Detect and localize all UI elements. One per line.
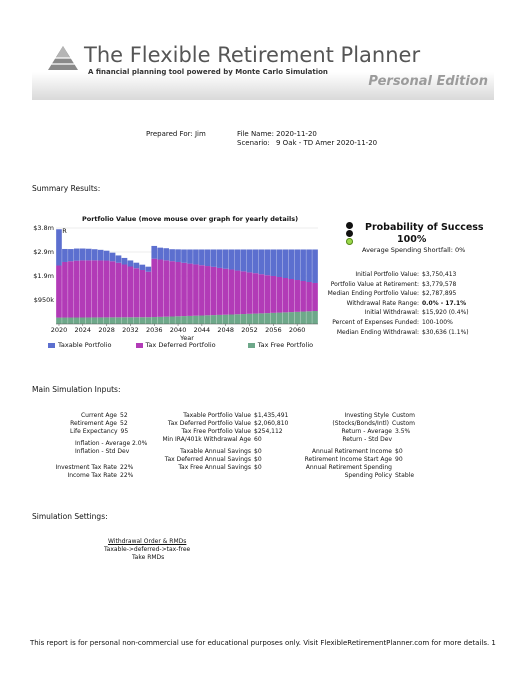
bar-segment: [169, 316, 175, 324]
input-label: Investment Tax Rate: [55, 464, 117, 471]
pyramid-logo-icon: [46, 44, 80, 72]
stat-label: Initial Portfolio Value:: [355, 271, 419, 278]
bar-segment: [68, 249, 74, 261]
input-label: Return - Std Dev: [342, 436, 392, 443]
bar-segment: [229, 315, 235, 324]
light-bottom-icon: [346, 238, 353, 245]
bar-segment: [282, 278, 288, 312]
bar-segment: [181, 249, 187, 262]
bar-segment: [157, 317, 163, 324]
bar-segment: [116, 263, 122, 318]
inflation-std-dev: Inflation - Std Dev: [75, 448, 130, 455]
bar-segment: [128, 317, 134, 324]
bar-segment: [205, 266, 211, 315]
bar-segment: [181, 263, 187, 316]
bar-segment: [276, 313, 282, 324]
bar-segment: [134, 317, 140, 324]
bar-segment: [92, 260, 98, 317]
bar-segment: [145, 317, 151, 324]
bar-segment: [199, 265, 205, 315]
stat-label: Withdrawal Rate Range:: [346, 299, 419, 307]
stat-value: $15,920 (0.4%): [422, 309, 469, 317]
stat-label: Median Ending Withdrawal:: [336, 328, 419, 336]
bar-segment: [229, 249, 235, 269]
bar-segment: [294, 249, 300, 280]
input-row: [150, 448, 290, 456]
bar-segment: [151, 259, 157, 317]
bar-segment: [288, 249, 294, 279]
bar-segment: [122, 317, 128, 324]
bar-segment: [223, 269, 229, 315]
input-row: [70, 412, 140, 420]
bar-segment: [235, 271, 241, 315]
input-value: 22%: [120, 464, 134, 471]
bar-segment: [56, 229, 62, 265]
input-value: Custom: [392, 420, 415, 427]
bar-segment: [98, 260, 104, 317]
y-tick-label: $3.8m: [33, 224, 54, 232]
bar-segment: [175, 262, 181, 316]
input-value: 52: [120, 420, 128, 427]
input-value: [395, 464, 415, 472]
light-middle-icon: [346, 230, 353, 237]
input-value: $0: [395, 448, 403, 455]
app-title: The Flexible Retirement Planner: [84, 43, 421, 67]
input-label: Tax Deferred Portfolio Value: [167, 420, 251, 427]
stat-label: Portfolio Value at Retirement:: [330, 280, 419, 288]
stat-row: [310, 308, 500, 318]
x-axis-label: Year: [180, 334, 194, 342]
input-value: $0: [254, 456, 262, 463]
bar-segment: [294, 280, 300, 312]
bar-segment: [92, 249, 98, 260]
bar-segment: [151, 246, 157, 259]
input-row: [150, 412, 290, 420]
stat-label: Percent of Expenses Funded:: [332, 318, 419, 326]
y-tick-label: $950k: [33, 296, 54, 304]
bar-segment: [175, 249, 181, 262]
input-row: [150, 436, 290, 444]
stat-value: $3,750,413: [422, 271, 457, 278]
input-label: Retirement Age: [70, 420, 117, 427]
input-row: [150, 428, 290, 436]
bar-segment: [62, 249, 68, 262]
bar-segment: [169, 261, 175, 316]
input-row: [300, 472, 415, 480]
bar-segment: [288, 279, 294, 312]
input-label: (Stocks/Bonds/Intl): [332, 420, 389, 427]
input-label: Taxable Portfolio Value: [183, 412, 251, 419]
bar-segment: [300, 312, 306, 324]
x-tick-label: 2032: [122, 326, 139, 334]
bar-segment: [86, 260, 92, 317]
bar-segment: [169, 249, 175, 261]
bar-segment: [145, 267, 151, 272]
input-value: $0: [254, 448, 262, 455]
rmd-setting: Take RMDs: [132, 554, 165, 561]
input-label: Annual Retirement Spending: [305, 464, 392, 471]
stat-row: [310, 318, 500, 328]
x-tick-label: 2056: [265, 326, 282, 334]
x-tick-label: 2028: [98, 326, 115, 334]
bar-segment: [223, 315, 229, 324]
bar-segment: [217, 249, 223, 267]
bar-segment: [92, 317, 98, 324]
summary-heading: Summary Results:: [32, 184, 101, 193]
input-label: Tax Free Annual Savings: [178, 464, 251, 471]
bar-segment: [193, 316, 199, 324]
stat-row: [310, 328, 500, 338]
stat-value: 0.0% - 17.1%: [422, 299, 467, 307]
input-label: Spending Policy: [344, 472, 392, 479]
bar-segment: [199, 249, 205, 265]
scenario-value: 9 Oak - TD Amer 2020-11-20: [276, 139, 378, 147]
bar-segment: [288, 312, 294, 324]
bar-segment: [187, 316, 193, 324]
bar-segment: [181, 316, 187, 324]
bar-segment: [253, 249, 259, 273]
report-footer: This report is for personal non-commercial use for educational purposes only. Visit FlexibleRetirementPlanner.com for more details. 1: [30, 639, 496, 647]
input-value: 90: [395, 456, 403, 463]
input-value: [395, 436, 415, 444]
bar-segment: [98, 250, 104, 261]
bar-segment: [205, 249, 211, 266]
bar-segment: [300, 249, 306, 281]
bar-segment: [271, 276, 277, 313]
bar-segment: [163, 260, 169, 316]
stat-row: [310, 299, 500, 309]
withdrawal-order: Taxable->deferred->tax-free: [104, 546, 191, 553]
bar-segment: [134, 268, 140, 317]
x-tick-label: 2052: [241, 326, 258, 334]
bar-segment: [276, 277, 282, 313]
file-name: File Name: 2020-11-20: [237, 130, 317, 138]
bar-segment: [271, 249, 277, 276]
chart-title: Portfolio Value (move mouse over graph for yearly details): [82, 215, 299, 223]
bar-segment: [300, 281, 306, 312]
y-tick-label: $2.9m: [33, 248, 54, 256]
bar-segment: [74, 249, 80, 261]
inputs-column-tax-rates: [50, 464, 140, 480]
inputs-column-retirement: [300, 448, 415, 480]
bar-segment: [217, 315, 223, 324]
input-row: [150, 420, 290, 428]
input-label: Min IRA/401k Withdrawal Age: [162, 436, 251, 443]
bar-segment: [110, 261, 116, 317]
portfolio-value-chart[interactable]: [32, 212, 330, 344]
bar-segment: [235, 314, 241, 324]
x-tick-label: 2060: [288, 326, 306, 334]
input-value: 95: [120, 428, 129, 435]
chart-legend: [48, 341, 313, 349]
bar-segment: [140, 270, 146, 317]
light-top-icon: [346, 222, 353, 229]
bar-segment: [282, 249, 288, 278]
stat-row: [310, 289, 500, 299]
bar-segment: [80, 317, 86, 324]
bar-segment: [241, 271, 247, 314]
bar-segment: [140, 265, 146, 270]
x-tick-label: 2024: [74, 326, 92, 334]
bar-segment: [98, 317, 104, 324]
bar-segment: [157, 248, 163, 260]
bar-segment: [134, 263, 140, 269]
input-value: $1,435,491: [254, 412, 289, 419]
bar-segment: [74, 261, 80, 318]
input-label: Life Expectancy: [70, 428, 118, 435]
bar-segment: [247, 249, 253, 272]
bar-segment: [265, 275, 271, 313]
bar-segment: [68, 261, 74, 317]
bar-segment: [247, 272, 253, 313]
input-label: Tax Deferred Annual Savings: [164, 456, 251, 463]
summary-stats: [310, 270, 500, 337]
bar-segment: [116, 255, 122, 262]
bar-segment: [259, 249, 265, 274]
app-subtitle: A financial planning tool powered by Monte Carlo Simulation: [88, 68, 328, 76]
bar-segment: [247, 314, 253, 324]
y-tick-label: $1.9m: [33, 272, 54, 280]
bar-segment: [163, 248, 169, 260]
bar-segment: [265, 249, 271, 275]
input-value: $0: [254, 464, 262, 471]
bar-segment: [74, 318, 80, 324]
bar-segment: [217, 268, 223, 315]
input-value: 3.5%: [395, 428, 411, 435]
bar-segment: [211, 315, 217, 324]
bar-segment: [80, 260, 86, 317]
report-header: [32, 38, 494, 100]
bar-segment: [86, 249, 92, 261]
bar-segment: [116, 317, 122, 324]
bar-segment: [211, 267, 217, 315]
bar-segment: [253, 273, 259, 313]
bar-segment: [259, 274, 265, 313]
bar-segment: [128, 267, 134, 318]
bar-segment: [193, 249, 199, 264]
input-row: [150, 464, 290, 472]
bar-segment: [259, 313, 265, 324]
bar-segment: [145, 272, 151, 317]
bar-segment: [187, 264, 193, 316]
input-value: Custom: [392, 412, 415, 419]
bar-segment: [265, 313, 271, 324]
bar-segment: [157, 260, 163, 317]
bar-segment: [241, 249, 247, 271]
inputs-column-investing: [300, 412, 415, 444]
input-label: Investing Style: [344, 412, 389, 419]
inputs-column-portfolio: [150, 412, 290, 444]
bar-segment: [104, 261, 110, 318]
prepared-for: Prepared For: Jim: [146, 130, 206, 138]
input-label: Retirement Income Start Age: [304, 456, 392, 463]
inputs-column-ages: [70, 412, 140, 436]
legend-swatch: [136, 343, 143, 348]
stat-value: 100-100%: [422, 318, 453, 326]
bar-segment: [110, 253, 116, 262]
stat-label: Initial Withdrawal:: [364, 309, 419, 317]
bar-segment: [187, 249, 193, 263]
input-row: [50, 472, 140, 480]
bar-segment: [235, 249, 241, 270]
x-tick-label: 2036: [145, 326, 163, 334]
legend-taxable: Taxable Portfolio: [48, 341, 111, 349]
probability-value: 100%: [397, 234, 427, 245]
input-label: Taxable Annual Savings: [180, 448, 251, 455]
withdrawal-order-title: Withdrawal Order & RMDs: [108, 538, 187, 545]
bar-segment: [122, 265, 128, 318]
bar-segment: [253, 314, 259, 324]
input-row: [300, 448, 415, 456]
input-value: 22%: [120, 472, 134, 479]
input-label: Tax Free Portfolio Value: [181, 428, 251, 435]
input-value: 52: [120, 412, 128, 419]
x-tick-label: 2048: [217, 326, 234, 334]
bar-segment: [80, 249, 86, 261]
input-row: [300, 420, 415, 428]
bar-segment: [140, 317, 146, 324]
input-value: $254,112: [254, 428, 283, 435]
edition-label: Personal Edition: [368, 74, 488, 89]
bar-segment: [241, 314, 247, 324]
stat-label: Median Ending Portfolio Value:: [327, 290, 419, 298]
bar-segment: [62, 262, 68, 318]
bar-segment: [294, 312, 300, 324]
legend-tax-deferred: Tax Deferred Portfolio: [136, 341, 216, 349]
bar-segment: [86, 317, 92, 324]
bar-segment: [223, 249, 229, 268]
bar-segment: [271, 313, 277, 324]
bar-segment: [62, 318, 68, 324]
input-value: $2,060,810: [254, 420, 289, 427]
bar-segment: [122, 258, 128, 265]
inputs-column-savings: [150, 448, 290, 472]
bar-segment: [276, 249, 282, 277]
stat-value: $30,636 (1.1%): [422, 328, 469, 336]
bar-segment: [193, 264, 199, 315]
input-row: [300, 428, 415, 436]
input-value: Stable: [395, 472, 415, 479]
bar-segment: [211, 249, 217, 266]
stat-value: $3,779,578: [422, 280, 457, 288]
bar-segment: [229, 270, 235, 315]
x-tick-label: 2044: [193, 326, 211, 334]
bar-segment: [199, 316, 205, 324]
input-label: Return - Average: [341, 428, 392, 435]
input-label: Income Tax Rate: [67, 472, 117, 479]
input-row: [300, 436, 415, 444]
bar-segment: [151, 317, 157, 324]
legend-swatch: [248, 343, 255, 348]
bar-segment: [175, 316, 181, 324]
bar-segment: [104, 251, 110, 261]
settings-heading: Simulation Settings:: [32, 512, 108, 521]
input-value: 60: [254, 436, 262, 443]
inputs-heading: Main Simulation Inputs:: [32, 385, 121, 394]
input-row: [50, 464, 140, 472]
stat-value: $2,787,895: [422, 290, 457, 298]
bar-segment: [68, 318, 74, 324]
spending-shortfall: Average Spending Shortfall: 0%: [362, 246, 466, 254]
bar-segment: [205, 315, 211, 324]
retirement-marker: R: [62, 227, 67, 235]
input-row: [300, 464, 415, 472]
success-traffic-light: [346, 222, 355, 245]
input-row: [70, 428, 140, 436]
input-row: [150, 456, 290, 464]
bar-segment: [282, 312, 288, 324]
input-row: [300, 456, 415, 464]
bar-segment: [56, 266, 62, 318]
input-row: [70, 420, 140, 428]
stat-row: [310, 280, 500, 290]
stat-row: [310, 270, 500, 280]
bar-segment: [56, 318, 62, 324]
x-tick-label: 2020: [50, 326, 68, 334]
bar-segment: [163, 317, 169, 324]
bar-segment: [104, 317, 110, 324]
inflation-average: Inflation - Average 2.0%: [75, 440, 148, 447]
input-label: Annual Retirement Income: [311, 448, 392, 455]
input-label: Current Age: [80, 412, 117, 419]
legend-tax-free: Tax Free Portfolio: [248, 341, 313, 349]
legend-swatch: [48, 343, 55, 348]
bar-segment: [110, 317, 116, 324]
input-row: [300, 412, 415, 420]
bar-segment: [128, 260, 134, 266]
x-tick-label: 2040: [169, 326, 187, 334]
scenario-label: Scenario:: [237, 139, 270, 147]
probability-title: Probability of Success: [365, 222, 484, 233]
